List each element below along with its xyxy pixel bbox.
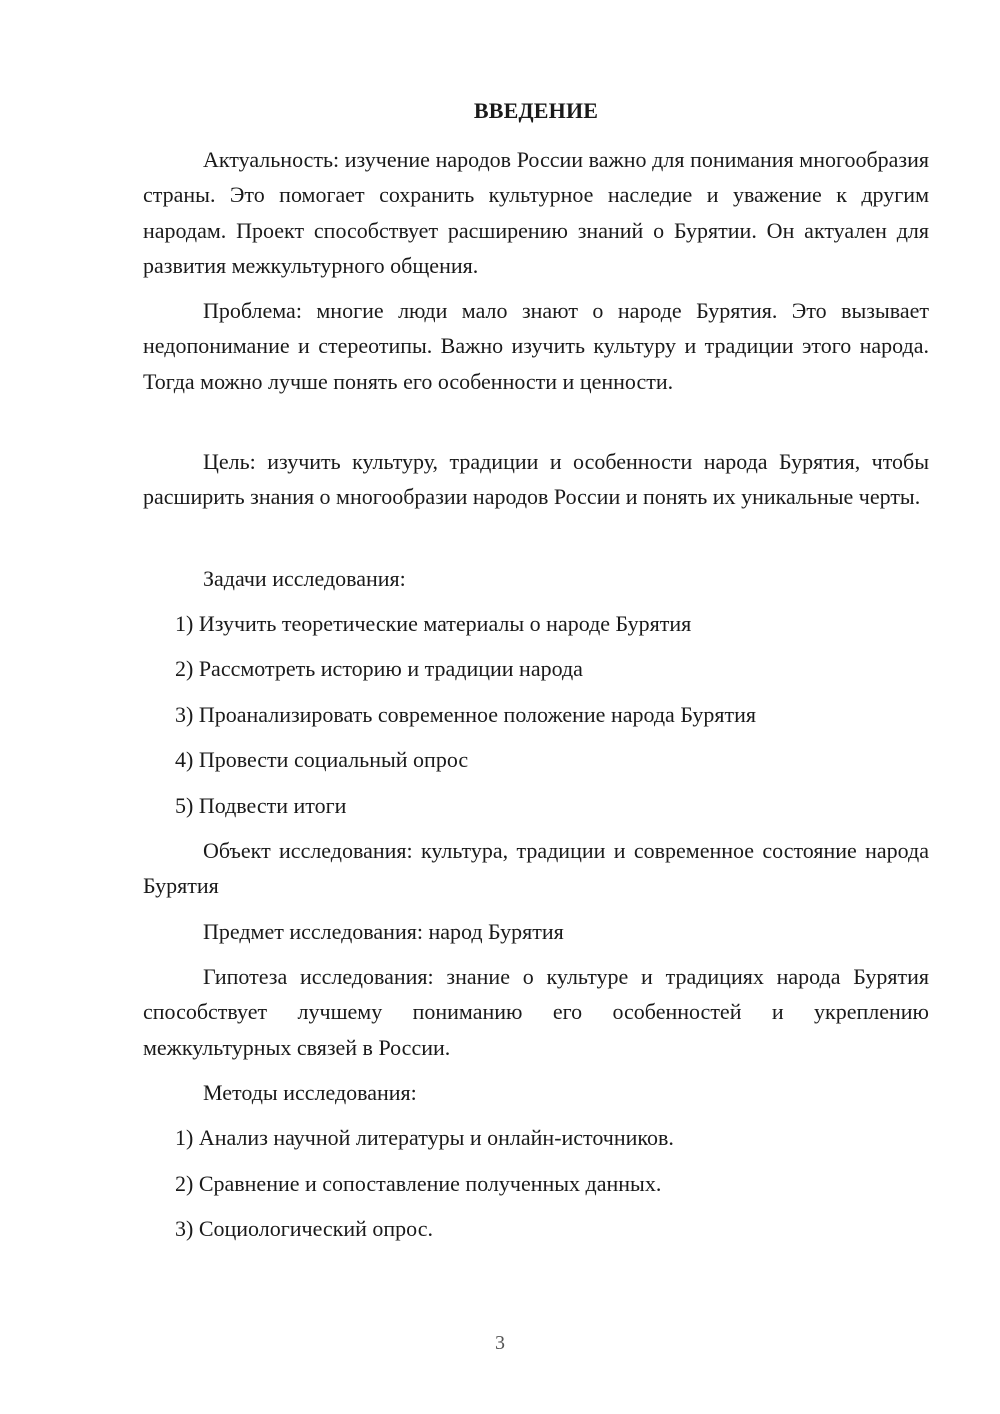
task-item: 5) Подвести итоги (175, 793, 347, 818)
task-item: 4) Провести социальный опрос (175, 747, 469, 772)
method-item: 2) Сравнение и сопоставление полученных данных. (175, 1171, 662, 1196)
page-title: ВВЕДЕНИЕ (473, 98, 599, 123)
task-item: 3) Проанализировать современное положение народа Бурятия (175, 702, 757, 727)
subject-line: Предмет исследования: народ Бурятия (203, 919, 564, 944)
task-item: 1) Изучить теоретические материалы о народе Бурятия (175, 611, 692, 636)
page-number: 3 (495, 1332, 505, 1354)
hypothesis-paragraph: Гипотеза исследования: знание о культуре и традициях народа Бурятия способствует лучшему пониманию его особенностей и укреплению межкультурных связей в России. (143, 964, 929, 1060)
task-item: 2) Рассмотреть историю и традиции народа (175, 656, 583, 681)
goal-paragraph: Цель: изучить культуру, традиции и особенности народа Бурятия, чтобы расширить знания о многообразии народов России и понять их уникальные черты. (143, 449, 929, 510)
method-item: 1) Анализ научной литературы и онлайн-источников. (175, 1125, 674, 1150)
methods-heading: Методы исследования: (203, 1080, 417, 1105)
problem-paragraph: Проблема: многие люди мало знают о народе Бурятия. Это вызывает недопонимание и стереотипы. Важно изучить культуру и традиции этого народа. Тогда можно лучше понять его особенности и ценности. (143, 298, 929, 394)
tasks-heading: Задачи исследования: (203, 566, 406, 591)
method-item: 3) Социологический опрос. (175, 1216, 433, 1241)
relevance-paragraph: Актуальность: изучение народов России важно для понимания многообразия страны. Это помогает сохранить культурное наследие и уважение к другим народам. Проект способствует расширению знаний о Бурятии. Он актуален для развития межкультурного общения. (143, 147, 929, 278)
object-paragraph: Объект исследования: культура, традиции и современное состояние народа Бурятия (143, 838, 929, 899)
